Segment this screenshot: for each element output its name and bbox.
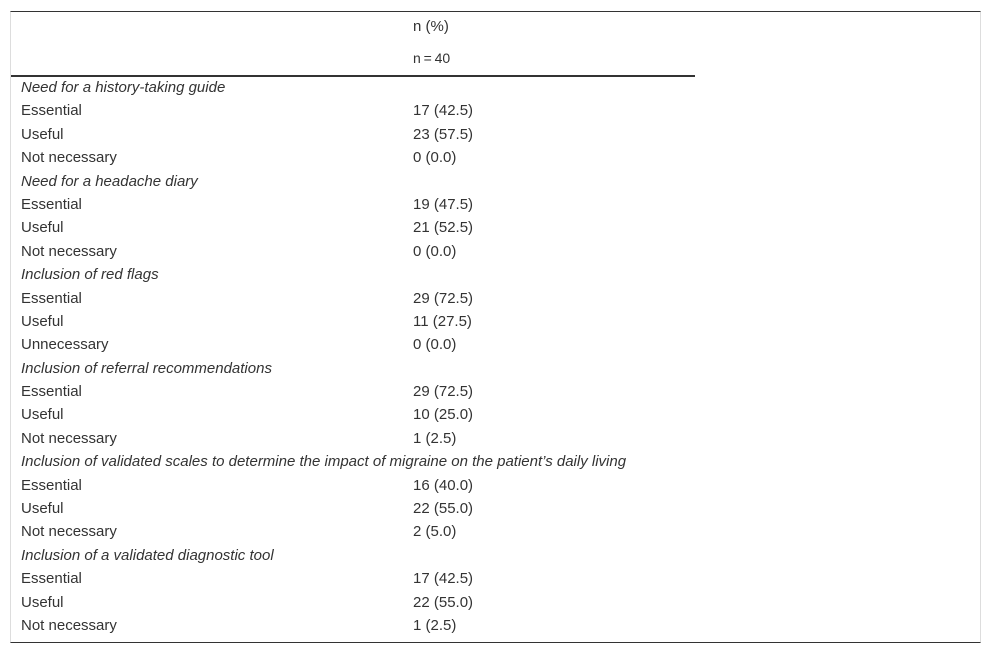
section-header-row bbox=[11, 450, 980, 473]
row-label: Not necessary bbox=[21, 616, 117, 634]
section-title: Inclusion of validated scales to determine the impact of migraine on the patient’s daily living bbox=[21, 453, 627, 471]
table-row bbox=[11, 520, 980, 543]
row-value: 16 (40.0) bbox=[413, 476, 474, 494]
row-label: Essential bbox=[21, 570, 82, 588]
section-title: Inclusion of referral recommendations bbox=[21, 359, 272, 377]
row-label: Useful bbox=[21, 125, 64, 143]
section-title: Need for a headache diary bbox=[21, 172, 198, 190]
section-header-row bbox=[11, 357, 980, 380]
row-label: Useful bbox=[21, 593, 64, 611]
row-label: Useful bbox=[21, 219, 64, 237]
section-header-row bbox=[11, 544, 980, 567]
row-label: Unnecessary bbox=[21, 336, 109, 354]
row-label: Useful bbox=[21, 312, 64, 330]
row-label: Essential bbox=[21, 289, 82, 307]
survey-table bbox=[10, 11, 981, 643]
row-label: Essential bbox=[21, 102, 82, 120]
row-value: 1 (2.5) bbox=[413, 429, 457, 447]
table-row bbox=[11, 240, 980, 263]
table-row bbox=[11, 497, 980, 520]
table-row bbox=[11, 146, 980, 169]
table-row bbox=[11, 427, 980, 450]
row-value: 19 (47.5) bbox=[413, 195, 474, 213]
row-value: 17 (42.5) bbox=[413, 570, 474, 588]
section-title: Need for a history-taking guide bbox=[21, 79, 226, 96]
row-value: 0 (0.0) bbox=[413, 242, 457, 260]
table-row bbox=[11, 193, 980, 216]
table-row bbox=[11, 333, 980, 356]
table-row bbox=[11, 123, 980, 146]
table-body bbox=[11, 76, 980, 637]
row-value: 29 (72.5) bbox=[413, 289, 474, 307]
section-header-row bbox=[11, 170, 980, 193]
row-label: Essential bbox=[21, 195, 82, 213]
section-header-row bbox=[11, 263, 980, 286]
table-row bbox=[11, 310, 980, 333]
row-value: 29 (72.5) bbox=[413, 383, 474, 401]
row-label: Not necessary bbox=[21, 242, 117, 260]
table-row bbox=[11, 99, 980, 122]
table-row bbox=[11, 567, 980, 590]
table-row bbox=[11, 403, 980, 426]
row-label: Not necessary bbox=[21, 523, 117, 541]
row-label: Useful bbox=[21, 406, 64, 424]
row-label: Essential bbox=[21, 383, 82, 401]
column-header-unit: n (%) bbox=[413, 18, 449, 35]
table-row bbox=[11, 380, 980, 403]
row-value: 22 (55.0) bbox=[413, 593, 474, 611]
table-row bbox=[11, 287, 980, 310]
section-title: Inclusion of red flags bbox=[21, 266, 159, 284]
table-header bbox=[11, 12, 695, 77]
row-value: 1 (2.5) bbox=[413, 616, 457, 634]
row-label: Not necessary bbox=[21, 149, 117, 167]
row-value: 2 (5.0) bbox=[413, 523, 457, 541]
column-header-sample-size: n = 40 bbox=[413, 50, 451, 66]
section-header-row bbox=[11, 76, 980, 99]
row-value: 22 (55.0) bbox=[413, 500, 474, 518]
table-row bbox=[11, 614, 980, 637]
table-row bbox=[11, 474, 980, 497]
row-label: Essential bbox=[21, 476, 82, 494]
table-row bbox=[11, 216, 980, 239]
row-value: 0 (0.0) bbox=[413, 149, 457, 167]
table-row bbox=[11, 591, 980, 614]
row-value: 21 (52.5) bbox=[413, 219, 474, 237]
row-value: 23 (57.5) bbox=[413, 125, 474, 143]
row-value: 17 (42.5) bbox=[413, 102, 474, 120]
section-title: Inclusion of a validated diagnostic tool bbox=[21, 546, 274, 564]
row-value: 10 (25.0) bbox=[413, 406, 474, 424]
row-value: 0 (0.0) bbox=[413, 336, 457, 354]
row-value: 11 (27.5) bbox=[413, 312, 472, 330]
row-label: Useful bbox=[21, 500, 64, 518]
row-label: Not necessary bbox=[21, 429, 117, 447]
